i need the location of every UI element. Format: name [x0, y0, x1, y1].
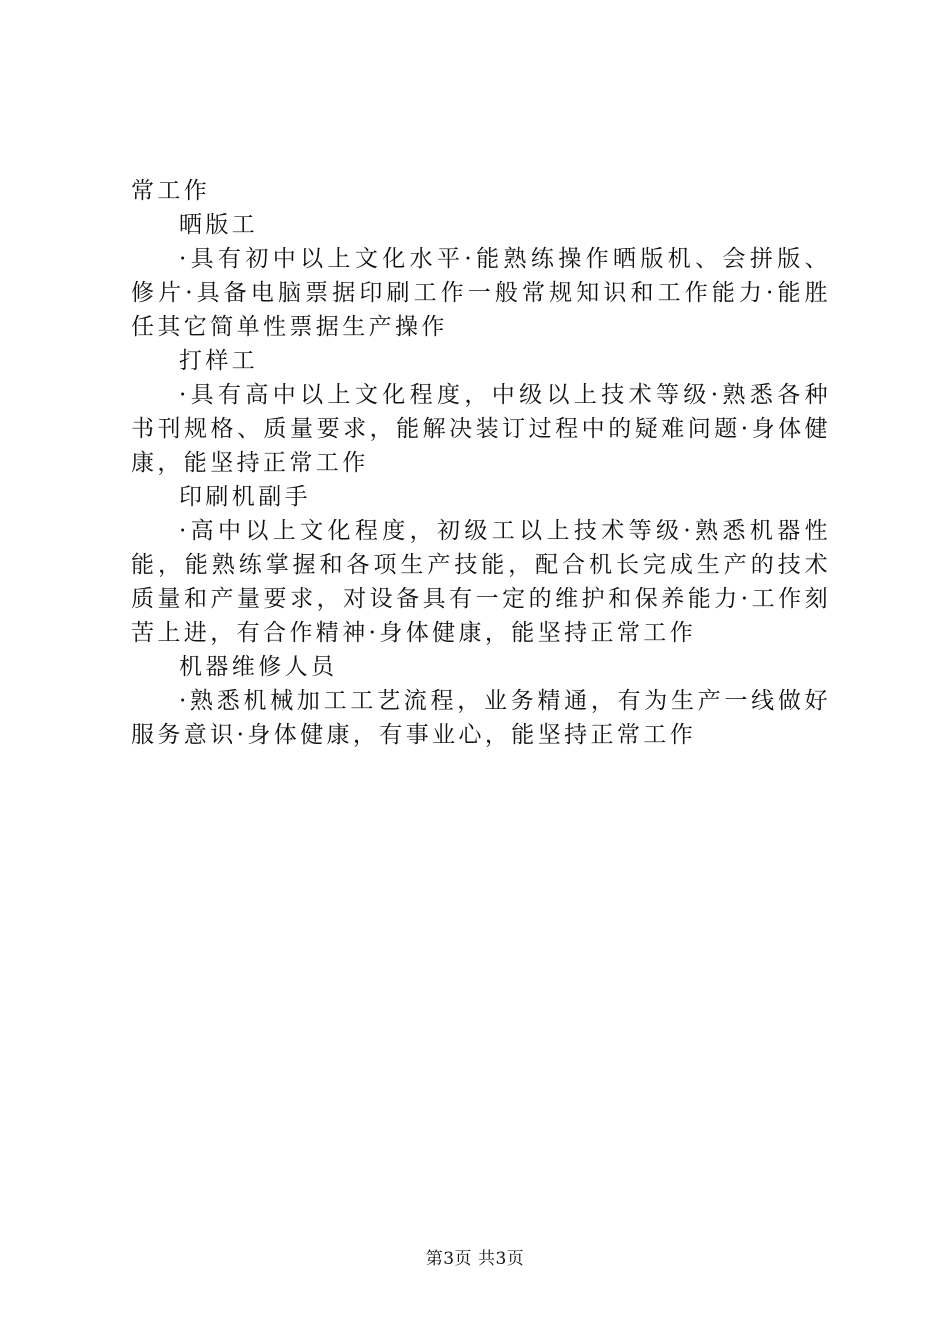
section-heading-plate-maker: 晒版工 — [179, 212, 259, 238]
document-body — [131, 174, 831, 752]
page-number-footer: 第3页 共3页 — [425, 1249, 525, 1269]
requirements-plate-maker: ·具有初中以上文化水平·能熟练操作晒版机、会拼版、修片·具备电脑票据印刷工作一般常规知识和工作能力·能胜任其它简单性票据生产操作 — [131, 246, 831, 340]
continuation-text: 常工作 — [131, 178, 211, 204]
section-heading-maintenance-staff: 机器维修人员 — [179, 654, 338, 680]
requirements-proofer: ·具有高中以上文化程度，中级以上技术等级·熟悉各种书刊规格、质量要求，能解决装订过程中的疑难问题·身体健康，能坚持正常工作 — [131, 382, 831, 476]
section-heading-press-assistant: 印刷机副手 — [179, 484, 311, 510]
section-heading-proofer: 打样工 — [179, 348, 259, 374]
requirements-press-assistant: ·高中以上文化程度，初级工以上技术等级·熟悉机器性能，能熟练掌握和各项生产技能，配合机长完成生产的技术质量和产量要求，对设备具有一定的维护和保养能力·工作刻苦上进，有合作精神·身体健康，能坚持正常工作 — [131, 518, 831, 646]
requirements-maintenance-staff: ·熟悉机械加工工艺流程，业务精通，有为生产一线做好服务意识·身体健康，有事业心，能坚持正常工作 — [131, 688, 831, 748]
